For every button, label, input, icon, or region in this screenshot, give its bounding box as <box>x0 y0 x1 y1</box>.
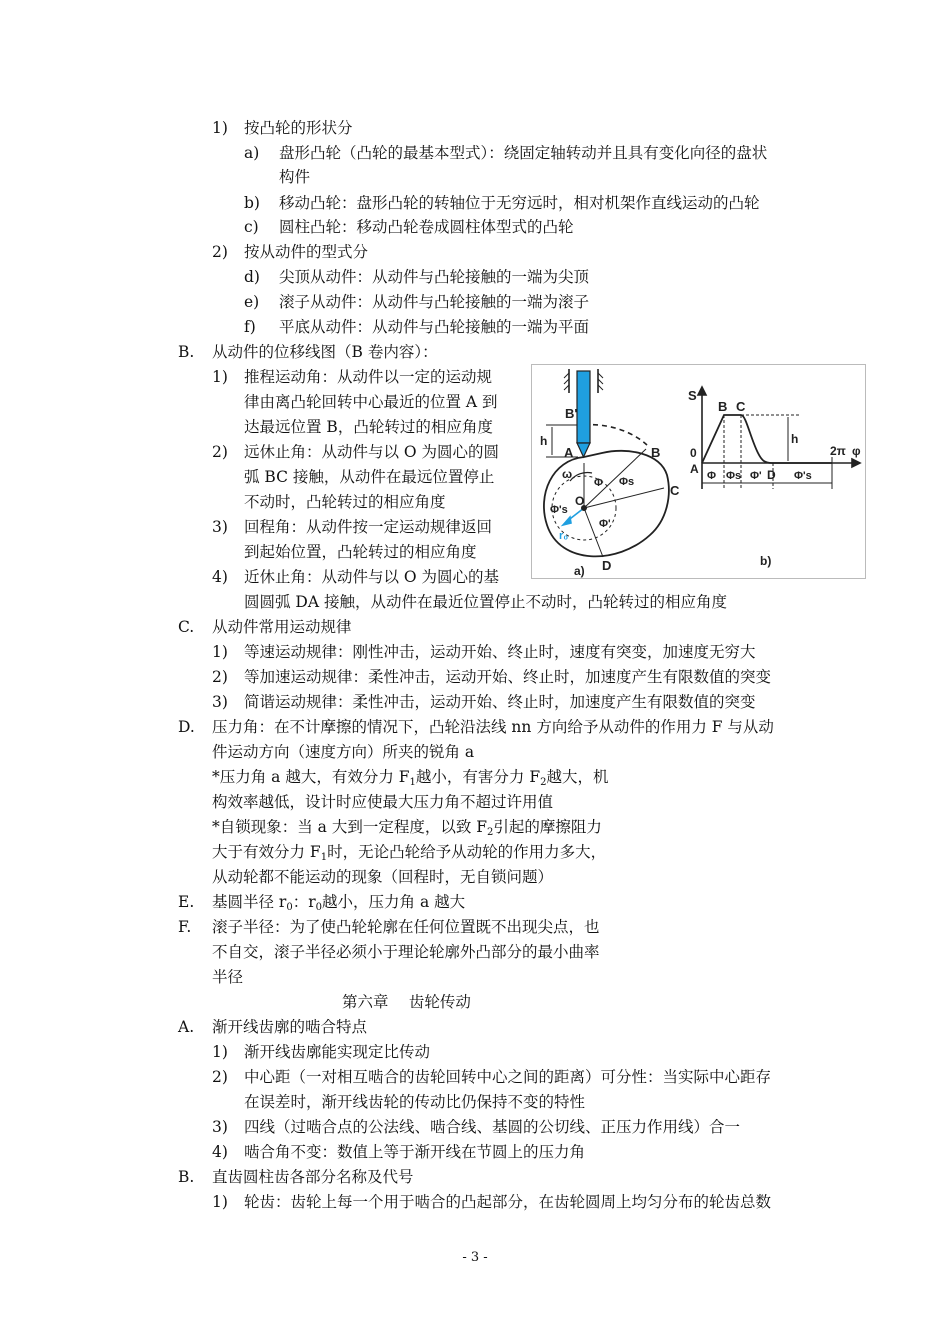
section-letter: F. <box>178 918 192 936</box>
section-heading: 从动件常用运动规律 <box>212 618 352 636</box>
note-text: 构效率越低，设计时应使最大压力角不超过许用值 <box>212 793 554 811</box>
list-item-cont: 到起始位置，凸轮转过的相应角度 <box>244 543 477 561</box>
list-item: 近休止角：从动件与以 O 为圆心的基 <box>244 568 500 586</box>
cam-figure <box>531 364 866 579</box>
list-num: 4) <box>212 568 228 586</box>
fig-label: D <box>767 468 776 482</box>
list-item-cont: 圆圆弧 DA 接触，从动件在最近位置停止不动时，凸轮转过的相应角度 <box>244 593 727 611</box>
follower-rod <box>577 371 590 457</box>
fig-label: Φ' <box>599 518 611 530</box>
fig-caption: b) <box>760 554 772 568</box>
section-letter: B. <box>178 343 195 361</box>
list-num: 2) <box>212 243 228 261</box>
page-number: - 3 - <box>462 1250 488 1265</box>
list-item: 远休止角：从动件与以 O 为圆心的圆 <box>244 443 500 461</box>
fig-label: B' <box>565 406 578 421</box>
fig-label: O <box>575 494 585 508</box>
list-item-cont: 达最远位置 B，凸轮转过的相应角度 <box>244 418 493 436</box>
list-num: 2) <box>212 443 228 461</box>
section-text: 件运动方向（速度方向）所夹的锐角 a <box>212 743 475 761</box>
list-item: 尖顶从动件：从动件与凸轮接触的一端为尖顶 <box>279 268 590 286</box>
list-num: e) <box>244 293 260 311</box>
chapter-title: 第六章 齿轮传动 <box>342 993 471 1011</box>
list-num: 1) <box>212 368 228 386</box>
list-num: 1) <box>212 119 228 137</box>
list-item: 等速运动规律：刚性冲击，运动开始、终止时，速度有突变，加速度无穷大 <box>244 643 756 661</box>
fig-label: B <box>651 445 661 460</box>
list-item-cont: 不动时，凸轮转过的相应角度 <box>244 493 446 511</box>
list-num: 1) <box>212 1193 228 1211</box>
note-text: 大于有效分力 $F_1$时，无论凸轮给予从动轮的作用力多大， <box>212 843 607 863</box>
list-num: d) <box>244 268 260 286</box>
fig-label: C <box>736 399 746 414</box>
fig-label: r₀ <box>559 530 569 542</box>
fig-label: Φs <box>619 476 635 488</box>
list-item: 按从动件的型式分 <box>244 243 369 261</box>
list-num: 2) <box>212 668 228 686</box>
section-letter: C. <box>178 618 195 636</box>
section-text: 不自交，滚子半径必须小于理论轮廓外凸部分的最小曲率 <box>212 943 600 961</box>
section-letter: B. <box>178 1168 195 1186</box>
section-text: 滚子半径：为了使凸轮轮廓在任何位置既不出现尖点，也 <box>212 918 600 936</box>
note-text: *压力角 a 越大，有效分力 $F_1$越小，有害分力 $F_2$越大，机 <box>212 768 609 788</box>
list-item: 回程角：从动件按一定运动规律返回 <box>244 518 493 536</box>
list-item-cont: 律由离凸轮回转中心最近的位置 A 到 <box>244 393 498 411</box>
fig-label: Φ <box>707 470 717 482</box>
fig-label: 2π <box>830 444 846 458</box>
section-text: 压力角：在不计摩擦的情况下，凸轮沿法线 nn 方向给予从动件的作用力 F 与从动 <box>212 718 774 736</box>
list-item: 中心距（一对相互啮合的齿轮回转中心之间的距离）可分性：当实际中心距存 <box>244 1068 772 1086</box>
list-num: 2) <box>212 1068 228 1086</box>
list-item: 移动凸轮：盘形凸轮的转轴位于无穷远时，相对机架作直线运动的凸轮 <box>279 194 760 212</box>
section-letter: E. <box>178 893 195 911</box>
fig-label: S <box>688 388 697 403</box>
fig-label: Φ <box>594 477 604 489</box>
list-num: 1) <box>212 1043 228 1061</box>
list-item-cont: 弧 BC 接触，从动件在最远位置停止 <box>244 468 495 486</box>
note-text: *自锁现象：当 a 大到一定程度，以致 $F_2$引起的摩擦阻力 <box>212 818 602 838</box>
list-num: 3) <box>212 518 228 536</box>
list-item: 轮齿：齿轮上每一个用于啮合的凸起部分，在齿轮圆周上均匀分布的轮齿总数 <box>244 1193 772 1211</box>
section-text: 基圆半径 $r_0$：$r_0$越小，压力角 a 越大 <box>212 893 466 913</box>
list-num: 4) <box>212 1143 228 1161</box>
list-num: c) <box>244 218 259 236</box>
list-item: 盘形凸轮（凸轮的最基本型式）：绕固定轴转动并且具有变化向径的盘状 <box>279 144 768 162</box>
section-heading: 渐开线齿廓的啮合特点 <box>212 1018 368 1036</box>
fig-label: ω <box>562 467 573 481</box>
fig-label: 0 <box>690 446 697 460</box>
list-item: 简谐运动规律：柔性冲击，运动开始、终止时，加速度产生有限数值的突变 <box>244 693 756 711</box>
list-num: 3) <box>212 1118 228 1136</box>
list-item: 推程运动角：从动件以一定的运动规 <box>244 368 493 386</box>
list-num: f) <box>244 318 256 336</box>
fig-label: B <box>718 399 728 414</box>
fig-label: A <box>690 462 699 476</box>
fig-label: Φs <box>726 470 742 482</box>
section-letter: A. <box>178 1018 195 1036</box>
section-letter: D. <box>178 718 195 736</box>
list-item: 四线（过啮合点的公法线、啮合线、基圆的公切线、正压力作用线）合一 <box>244 1118 741 1136</box>
list-num: 3) <box>212 693 228 711</box>
list-item: 啮合角不变：数值上等于渐开线在节圆上的压力角 <box>244 1143 586 1161</box>
fig-label: h <box>791 432 799 446</box>
list-item: 滚子从动件：从动件与凸轮接触的一端为滚子 <box>279 293 590 311</box>
list-item: 等加速运动规律：柔性冲击，运动开始、终止时，加速度产生有限数值的突变 <box>244 668 772 686</box>
list-item: 按凸轮的形状分 <box>244 119 353 137</box>
fig-label: D <box>602 558 612 573</box>
fig-label: φ <box>852 444 861 458</box>
fig-label: Φ's <box>550 504 568 516</box>
fig-label: Φ' <box>750 470 762 482</box>
section-heading: 从动件的位移线图（B 卷内容）： <box>212 343 438 361</box>
fig-label: Φ's <box>794 470 812 482</box>
list-item: 圆柱凸轮：移动凸轮卷成圆柱体型式的凸轮 <box>279 218 574 236</box>
note-text: 从动轮都不能运动的现象（回程时，无自锁问题） <box>212 868 554 886</box>
cam-diagram <box>532 365 865 578</box>
list-item: 渐开线齿廓能实现定比传动 <box>244 1043 431 1061</box>
section-text: 半径 <box>212 968 244 986</box>
section-heading: 直齿圆柱齿各部分名称及代号 <box>212 1168 414 1186</box>
list-num: a) <box>244 144 260 162</box>
list-item-cont: 在误差时，渐开线齿轮的传动比仍保持不变的特性 <box>244 1093 586 1111</box>
list-num: b) <box>244 194 260 212</box>
fig-label: C <box>670 483 680 498</box>
fig-caption: a) <box>574 564 585 578</box>
list-item: 平底从动件：从动件与凸轮接触的一端为平面 <box>279 318 590 336</box>
fig-label: A <box>564 445 574 460</box>
list-num: 1) <box>212 643 228 661</box>
fig-label: h <box>540 434 548 448</box>
list-item-cont: 构件 <box>279 168 311 186</box>
